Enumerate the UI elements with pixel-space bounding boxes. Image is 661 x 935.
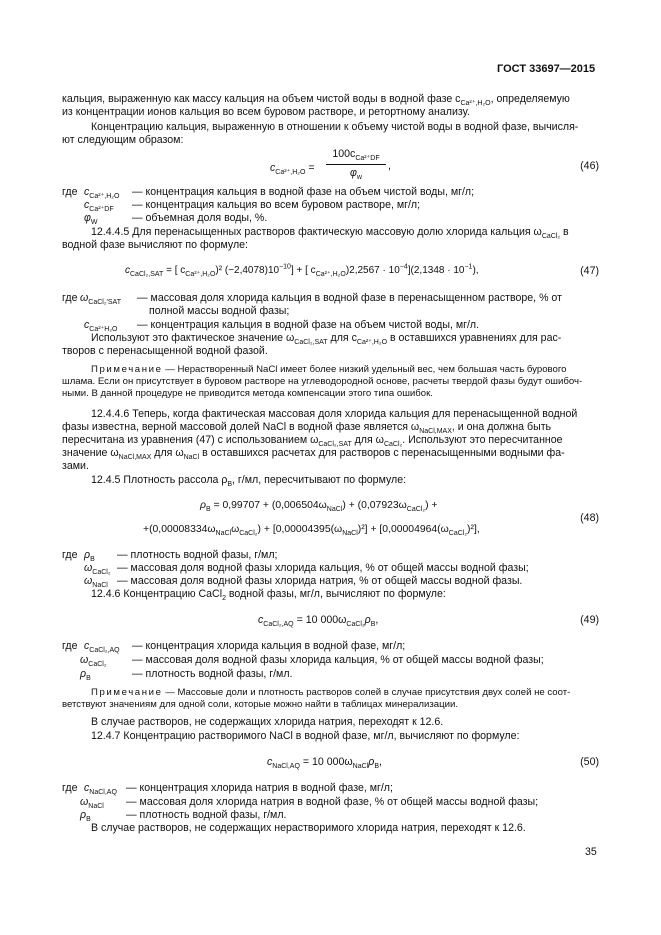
equation-number-50: (50) [580,756,599,768]
note-1: Примечание — Нерастворенный NaCl имеет более низкий удельный вес, чем большая часть бурового [91,364,567,375]
section-12-4-5: 12.4.5 Плотность рассола $\rho_B$, г/мл, пересчитывают по формуле: [91,474,407,489]
definition-symbol: $\rho_B$ [84,549,95,564]
definition-text: — концентрация хлорида натрия в водной фазе, мг/л; [126,782,393,794]
definition-symbol: $\rho_B$ [80,809,91,824]
definition-symbol: $c_{CaCl_2,AQ}$ [84,640,120,655]
equation-number-48: (48) [580,512,599,524]
equation-48-line2: $+(0,00008334\omega_{NaCl}\omega_{CaCl_2}) + [0,00004395(\omega_{NaCl})^2] + [0,00004964(\omega_{CaCl_2})^2]$, [143,524,480,538]
definition-text: — массовая доля хлорида кальция в водной фазе в перенасыщенном растворе, % от [137,292,562,304]
definition-symbol: $\omega_{CaCl_2}$ [84,562,111,577]
definition-symbol: $c_{Ca^{2+},H_2O}$ [84,186,120,201]
where-label: где [62,186,78,198]
definition-text: — концентрация кальция в водной фазе на объем чистой воды, мг/л; [132,186,475,198]
paragraph-line: Концентрацию кальция, выраженную в отношении к объему чистой воды в водной фазе, вычисля- [91,121,579,133]
note-line: ными. В данной процедуре не приводится метода компенсации этого типа ошибок. [62,388,433,399]
definition-symbol: $\omega_{CaCl_2'SAT}$ [80,292,121,307]
section-12-4-6: 12.4.6 Концентрацию CaCl$_2$ водной фазы, мг/л, вычисляют по формуле: [91,588,446,603]
section-12-4-4-6: 12.4.4.6 Теперь, когда фактическая массовая доля хлорида кальция для перенасыщенной водной [91,408,578,420]
paragraph-line: зами. [62,460,89,472]
equation-46-denominator: $\varphi_w$ [350,167,362,182]
note-line: шлама. Если он присутствует в буровом растворе на углеводородной основе, расчеты твердой фазы будут ошибоч- [62,376,583,387]
definition-symbol: $c_{NaCl,AQ}$ [84,782,117,797]
equation-46-numerator: $100c_{Ca^{2+}DF}$ [332,148,380,163]
paragraph-line: пересчитана из уравнения (47) с использованием $\omega_{CaCl_2,SAT}$ для $\omega_{CaCl_2}$. Используют это пересчитанное [62,434,563,449]
equation-46-tail: , [388,160,391,172]
where-label: где [62,292,78,304]
definition-text: — массовая доля водной фазы хлорида кальция, % от общей массы водной фазы; [132,654,544,666]
equation-47: $c_{CaCl_2,SAT}$ = [ $c_{Ca^{2+},H_2O})^2$ $(-2,4078)10^{-10}$] + [ $c_{Ca^{2+},H_2O})2,2567 \cdot 10^{-4}](2,1348 \cdot 10^{-1})$, [125,263,479,278]
definition-text: — массовая доля водной фазы хлорида кальция, % от общей массы водной фазы; [117,562,529,574]
paragraph-line: из концентрации ионов кальция во всем буровом растворе, и ретортному анализу. [62,106,470,118]
page-number: 35 [585,846,597,858]
definition-text: — объемная доля воды, %. [132,212,268,224]
where-label: где [62,782,78,794]
definition-text: — массовая доля водной фазы хлорида натрия, % от общей массы водной фазы. [117,575,523,587]
equation-48-line1: $\rho_B = 0,99707 + (0,006504\omega_{NaCl}) + (0,07923\omega_{CaCl_2})$ + [200,500,438,514]
paragraph-line: творов с перенасыщенной водной фазой. [62,345,268,357]
equation-number-47: (47) [580,265,599,277]
standard-header: ГОСТ 33697—2015 [497,63,596,75]
equation-number-49: (49) [580,614,599,626]
definition-text: — плотность водной фазы, г/мл. [126,809,287,821]
definition-text: — массовая доля хлорида натрия в водной фазе, % от общей массы водной фазы; [126,796,539,808]
section-12-4-4-5: 12.4.4.5 Для перенасыщенных растворов фактическую массовую долю хлорида кальция $\omega_{CaCl_2}$ в [91,226,569,241]
note-2: Примечание — Массовые доли и плотность растворов солей в случае присутствия двух солей не соот- [91,687,571,698]
definition-symbol: $\omega_{CaCl_2}$ [80,654,107,669]
where-label: где [62,640,78,652]
equation-49: $c_{CaCl_2,AQ} = 10$ $000\omega_{CaCl_2}\rho_B$, [258,614,379,629]
definition-text: полной массы водной фазы; [149,305,290,317]
paragraph-line: значение $\omega_{NaCl,MAX}$ для $\omega_{NaCl}$ в оставшихся расчетах для растворов с перенасыщенными водными фа- [62,447,565,462]
definition-symbol: $\varphi_W$ [84,212,98,227]
definition-symbol: $c_{Ca^{2+}H_2O}$ [84,319,118,334]
equation-50: $c_{NaCl,AQ} = 10$ $000\omega_{NaCl}\rho_B$, [267,756,382,771]
paragraph-line: фазы известна, верной массовой долей NaCl в водной фазе является $\omega_{NaCl,MAX}$, и она должна быть [62,421,552,436]
definition-text: — концентрация хлорида кальция в водной фазе, мг/л; [132,640,406,652]
where-label: где [62,549,78,561]
definition-symbol: $\omega_{NaCl}$ [84,575,108,590]
definition-text: — концентрация кальция в водной фазе на объем чистой воды, мг/л. [137,319,480,331]
definition-symbol: $c_{Ca^{2+}DF}$ [84,199,114,214]
definition-text: — концентрация кальция во всем буровом растворе, мг/л; [132,199,421,211]
paragraph-line: ют следующим образом: [62,134,184,146]
fraction-bar [326,164,386,165]
equation-46-lhs: $c_{Ca^{2+},H_2O}$ = [270,162,315,177]
equation-number-46: (46) [580,160,599,172]
note-line: ветствуют значениям для одной соли, которые можно найти в таблицах минерализации. [62,699,458,710]
paragraph-line: Используют это фактическое значение $\omega_{CaCl_2,SAT}$ для $c_{Ca^{2+},H_2O}$ в оставшихся уравнениях для рас- [91,332,562,347]
definition-text: — плотность водной фазы, г/мл. [132,668,293,680]
paragraph-line: водной фазе вычисляют по формуле: [62,239,248,251]
paragraph-line: В случае растворов, не содержащих хлорида натрия, переходят к 12.6. [91,716,444,728]
paragraph-line: В случае растворов, не содержащих нерастворимого хлорида натрия, переходят к 12.6. [91,822,526,834]
definition-symbol: $\rho_B$ [80,668,91,683]
section-12-4-7: 12.4.7 Концентрацию растворимого NaCl в водной фазе, мг/л, вычисляют по формуле: [91,730,520,742]
definition-text: — плотность водной фазы, г/мл; [117,549,278,561]
paragraph-line: кальция, выраженную как массу кальция на объем чистой воды в водной фазе $c_{Ca^{2+},H_2O}$, определяемую [62,93,570,108]
definition-symbol: $\omega_{NaCl}$ [80,796,104,811]
